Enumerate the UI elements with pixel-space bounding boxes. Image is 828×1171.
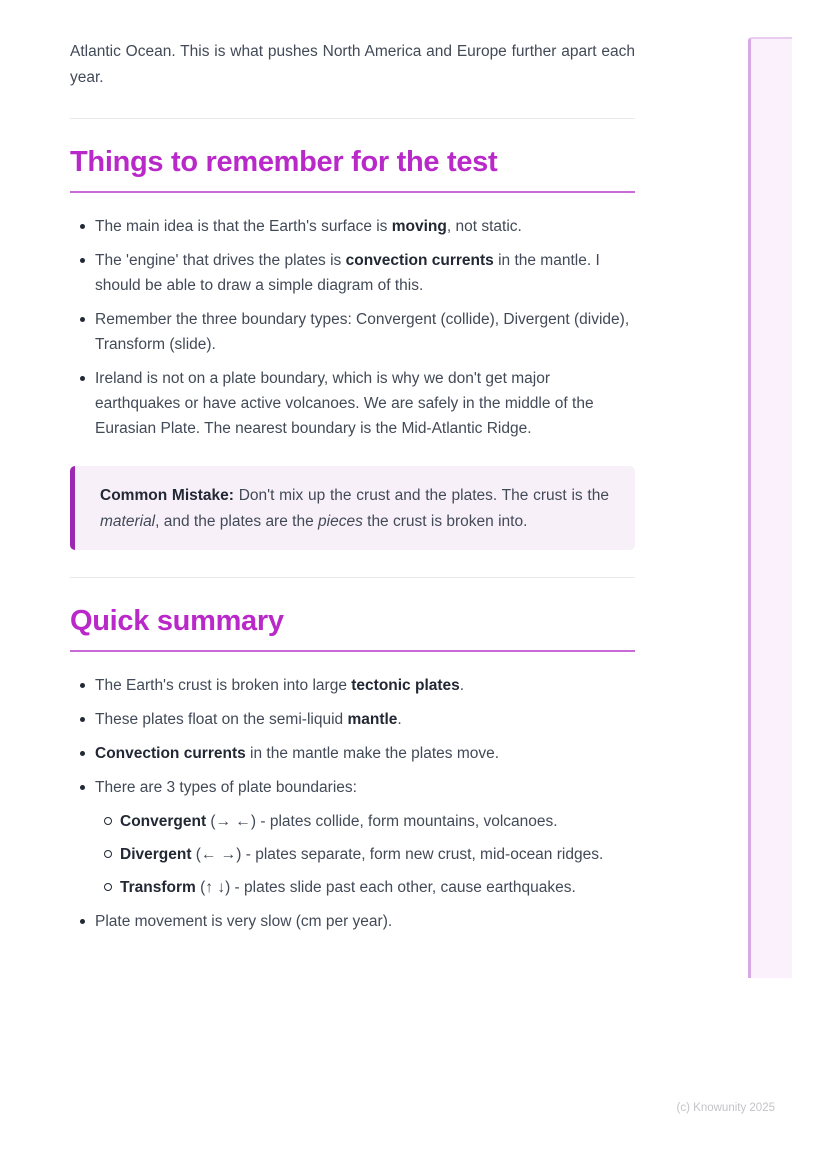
sub-list-item: Convergent (→ ←) - plates collide, form mountains, volcanoes.: [95, 809, 635, 834]
section-title-summary: Quick summary: [70, 605, 635, 652]
boundary-types-sublist: [95, 809, 635, 900]
list-item: Remember the three boundary types: Convergent (collide), Divergent (divide), Transform (slide).: [70, 307, 635, 357]
copyright-footer: (c) Knowunity 2025: [676, 1102, 775, 1114]
remember-list: [70, 214, 635, 441]
list-item: The main idea is that the Earth's surface is moving, not static.: [70, 214, 635, 239]
section-divider: [70, 577, 635, 578]
list-item: [70, 775, 635, 900]
list-item-text: There are 3 types of plate boundaries:: [95, 779, 357, 796]
list-item: These plates float on the semi-liquid mantle.: [70, 707, 635, 732]
section-divider: [70, 118, 635, 119]
intro-paragraph: Atlantic Ocean. This is what pushes North America and Europe further apart each year.: [70, 43, 635, 86]
summary-list: [70, 673, 635, 934]
list-item: The 'engine' that drives the plates is convection currents in the mantle. I should be able to draw a simple diagram of this.: [70, 248, 635, 298]
list-item: The Earth's crust is broken into large tectonic plates.: [70, 673, 635, 698]
sub-list-item: Divergent (← →) - plates separate, form new crust, mid-ocean ridges.: [95, 842, 635, 867]
sub-list-item: Transform (↑ ↓) - plates slide past each other, cause earthquakes.: [95, 875, 635, 900]
callout-text: Common Mistake: Don't mix up the crust and the plates. The crust is the material, and the plates are the pieces the crust is broken into.: [100, 487, 609, 530]
list-item: Convection currents in the mantle make the plates move.: [70, 741, 635, 766]
list-item: Plate movement is very slow (cm per year).: [70, 909, 635, 934]
next-page-preview-strip: [748, 37, 792, 978]
list-item: Ireland is not on a plate boundary, which is why we don't get major earthquakes or have active volcanoes. We are safely in the middle of the Eurasian Plate. The nearest boundary is the Mid-Atlantic Ridge.: [70, 366, 635, 441]
section-title-remember: Things to remember for the test: [70, 146, 635, 193]
note-content: [70, 39, 635, 943]
common-mistake-callout: [70, 466, 635, 550]
